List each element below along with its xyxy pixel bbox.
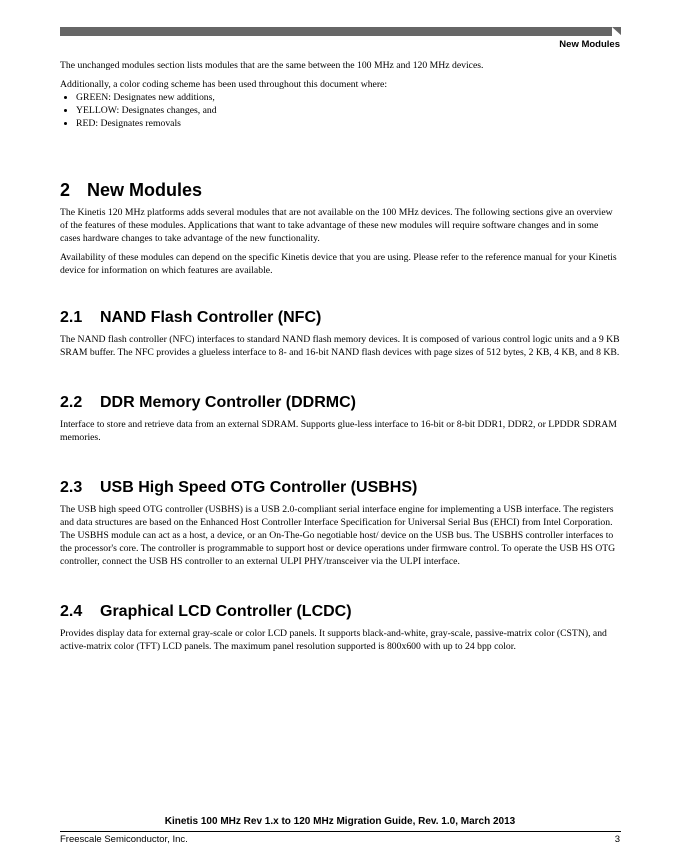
section-2-2-body: Interface to store and retrieve data from an external SDRAM. Supports glue-less interface to 16-bit or 8-bit DDR1, DDR2, or LPDDR SDRAM memories. bbox=[60, 419, 617, 443]
section-number: 2.4 bbox=[60, 603, 83, 620]
section-2-1-body: The NAND flash controller (NFC) interfaces to standard NAND flash memory devices. It is composed of various control logic units and a 9 KB SRAM buffer. The NFC provides a glueless interface to 8- and 16-bit NAND flash devices with page sizes of 512 bytes, 2 KB, 4 KB, and 8 KB. bbox=[60, 334, 620, 358]
section-title: New Modules bbox=[87, 180, 203, 200]
list-item: • GREEN: Designates new additions, bbox=[76, 91, 620, 104]
header-bar bbox=[60, 27, 621, 36]
section-2-paragraph-2: Availability of these modules can depend on the specific Kinetis device that you are using. Please refer to the reference manual for your Kinetis device for information on which features are available. bbox=[60, 252, 617, 276]
footer-company: Freescale Semiconductor, Inc. bbox=[60, 834, 188, 845]
section-title: NAND Flash Controller (NFC) bbox=[100, 309, 322, 326]
section-2-3-body: The USB high speed OTG controller (USBHS) is a USB 2.0-compliant serial interface engine for implementing a USB interface. The registers and data structures are based on the Enhanced Host Controller Interface Specification for Universal Serial Bus (EHCI) from Intel Corporation. The USBHS module can act as a host, a device, or an On-The-Go negotiable host/ device on the USB bus. The USBHS controller interfaces to the processor's core. The controller is programmable to support host or device operations under firmware control. To operate the USB HS OTG controller, connect the USB HS controller to an external ULPI PHY/transceiver via the ULPI interface. bbox=[60, 504, 616, 567]
section-number: 2 bbox=[60, 180, 71, 200]
section-number: 2.3 bbox=[60, 479, 83, 496]
section-2-4-body: Provides display data for external gray-scale or color LCD panels. It supports black-and-white, gray-scale, passive-matrix color (CSTN), and active-matrix color (TFT) LCD panels. The maximum panel resolution supported is 800x600 with up to 24 bpp color. bbox=[60, 628, 607, 652]
footer-document-title: Kinetis 100 MHz Rev 1.x to 120 MHz Migration Guide, Rev. 1.0, March 2013 bbox=[164, 816, 516, 827]
color-coding-list bbox=[60, 91, 620, 130]
section-title: Graphical LCD Controller (LCDC) bbox=[100, 603, 352, 620]
section-number: 2.1 bbox=[60, 309, 83, 326]
section-2-paragraph-1: The Kinetis 120 MHz platforms adds several modules that are not available on the 100 MHz devices. The following sections give an overview of the features of these modules. Applications that want to take advantage of these new modules will require software changes and in some cases hardware changes to take advantage of the new functionality. bbox=[60, 207, 613, 244]
section-2-1-heading bbox=[60, 308, 620, 328]
list-item: • YELLOW: Designates changes, and bbox=[76, 104, 620, 117]
section-2-3-heading bbox=[60, 478, 620, 498]
section-2-4-heading bbox=[60, 602, 620, 622]
intro-paragraph-1: The unchanged modules section lists modules that are the same between the 100 MHz and 120 MHz devices. bbox=[60, 60, 484, 71]
section-2-2-heading bbox=[60, 393, 620, 413]
page-number: 3 bbox=[614, 834, 620, 845]
footer-divider bbox=[60, 831, 621, 832]
section-title: USB High Speed OTG Controller (USBHS) bbox=[100, 479, 418, 496]
section-title: DDR Memory Controller (DDRMC) bbox=[100, 394, 356, 411]
intro-paragraph-2: Additionally, a color coding scheme has been used throughout this document where: bbox=[60, 79, 388, 90]
section-number: 2.2 bbox=[60, 394, 83, 411]
running-header-title: New Modules bbox=[559, 39, 620, 50]
page-content bbox=[60, 59, 620, 659]
section-2-heading bbox=[60, 179, 620, 201]
list-item: • RED: Designates removals bbox=[76, 117, 620, 130]
